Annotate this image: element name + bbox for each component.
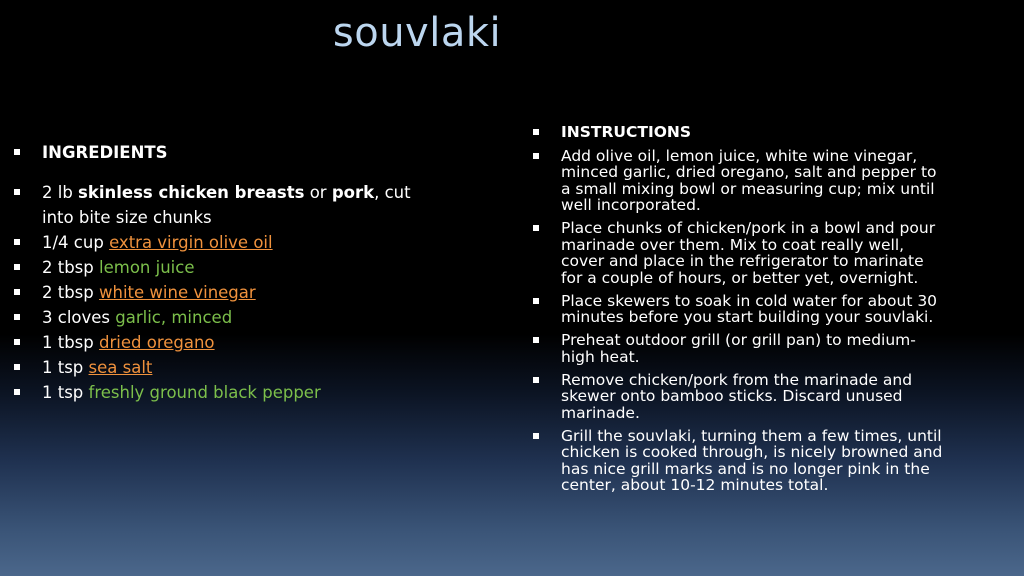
bullet-icon (533, 225, 539, 231)
ingredient-text: 2 lb (42, 183, 79, 202)
bullet-icon (14, 339, 20, 345)
ingredient-name: garlic, minced (115, 308, 233, 327)
ingredient-quantity: 3 cloves (42, 308, 116, 327)
ingredient-item (14, 180, 414, 230)
ingredient-quantity: 1 tsp (42, 383, 89, 402)
ingredient-item (14, 280, 414, 305)
instructions-column (533, 124, 943, 500)
bullet-icon (533, 377, 539, 383)
bullet-icon (533, 153, 539, 159)
ingredient-link[interactable]: sea salt (88, 358, 153, 377)
ingredient-link[interactable]: dried oregano (99, 333, 215, 352)
ingredients-column (14, 140, 414, 405)
ingredient-link[interactable]: white wine vinegar (99, 283, 256, 302)
ingredient-name: lemon juice (99, 258, 195, 277)
instruction-step (533, 428, 943, 494)
ingredient-item (14, 230, 414, 255)
bullet-icon (533, 129, 539, 135)
ingredient-item (14, 355, 414, 380)
ingredient-quantity: 1 tsp (42, 358, 89, 377)
ingredient-item (14, 305, 414, 330)
ingredient-quantity: 1/4 cup (42, 233, 110, 252)
ingredient-text: or (304, 183, 332, 202)
bullet-icon (14, 289, 20, 295)
instruction-step (533, 293, 943, 326)
ingredient-quantity: 2 tbsp (42, 258, 100, 277)
instructions-header-item (533, 124, 943, 141)
ingredient-quantity: 2 tbsp (42, 283, 100, 302)
ingredient-item (14, 380, 414, 405)
ingredient-item (14, 255, 414, 280)
instruction-step (533, 148, 943, 214)
instruction-text: Place skewers to soak in cold water for about 30 minutes before you start building your souvlaki. (561, 291, 938, 326)
bullet-icon (14, 314, 20, 320)
instructions-header: INSTRUCTIONS (561, 123, 692, 141)
ingredient-name: freshly ground black pepper (88, 383, 321, 402)
ingredients-header-item (14, 140, 414, 165)
ingredient-text: pork (331, 183, 375, 202)
bullet-icon (14, 189, 20, 195)
instruction-text: Preheat outdoor grill (or grill pan) to medium-high heat. (561, 331, 916, 366)
ingredient-item (14, 330, 414, 355)
instruction-step (533, 332, 943, 365)
ingredient-text: skinless chicken breasts (78, 183, 305, 202)
bullet-icon (14, 149, 20, 155)
instructions-list (533, 124, 943, 494)
instruction-text: Remove chicken/pork from the marinade and skewer onto bamboo sticks. Discard unused marinade. (561, 370, 913, 422)
bullet-icon (533, 337, 539, 343)
ingredient-text: , cut into bite size chunks (42, 183, 411, 227)
bullet-icon (533, 298, 539, 304)
bullet-icon (533, 433, 539, 439)
ingredients-list (14, 140, 414, 405)
ingredient-quantity: 1 tbsp (42, 333, 100, 352)
instruction-text: Grill the souvlaki, turning them a few times, until chicken is cooked through, is nicely browned and has nice grill marks and is no longer pink in the center, about 10-12 minutes total. (561, 426, 943, 494)
page-title: souvlaki (332, 10, 502, 56)
ingredient-link[interactable]: extra virgin olive oil (109, 233, 273, 252)
bullet-icon (14, 364, 20, 370)
instruction-step (533, 372, 943, 422)
instruction-text: Add olive oil, lemon juice, white wine vinegar, minced garlic, dried oregano, salt and pepper to a small mixing bowl or measuring cup; mix until well incorporated. (561, 146, 937, 214)
bullet-icon (14, 239, 20, 245)
bullet-icon (14, 264, 20, 270)
instruction-step (533, 220, 943, 286)
bullet-icon (14, 389, 20, 395)
ingredients-header: INGREDIENTS (42, 143, 168, 162)
instruction-text: Place chunks of chicken/pork in a bowl and pour marinade over them. Mix to coat really well, cover and place in the refrigerator to marinate for a couple of hours, or better yet, overnight. (561, 219, 936, 287)
